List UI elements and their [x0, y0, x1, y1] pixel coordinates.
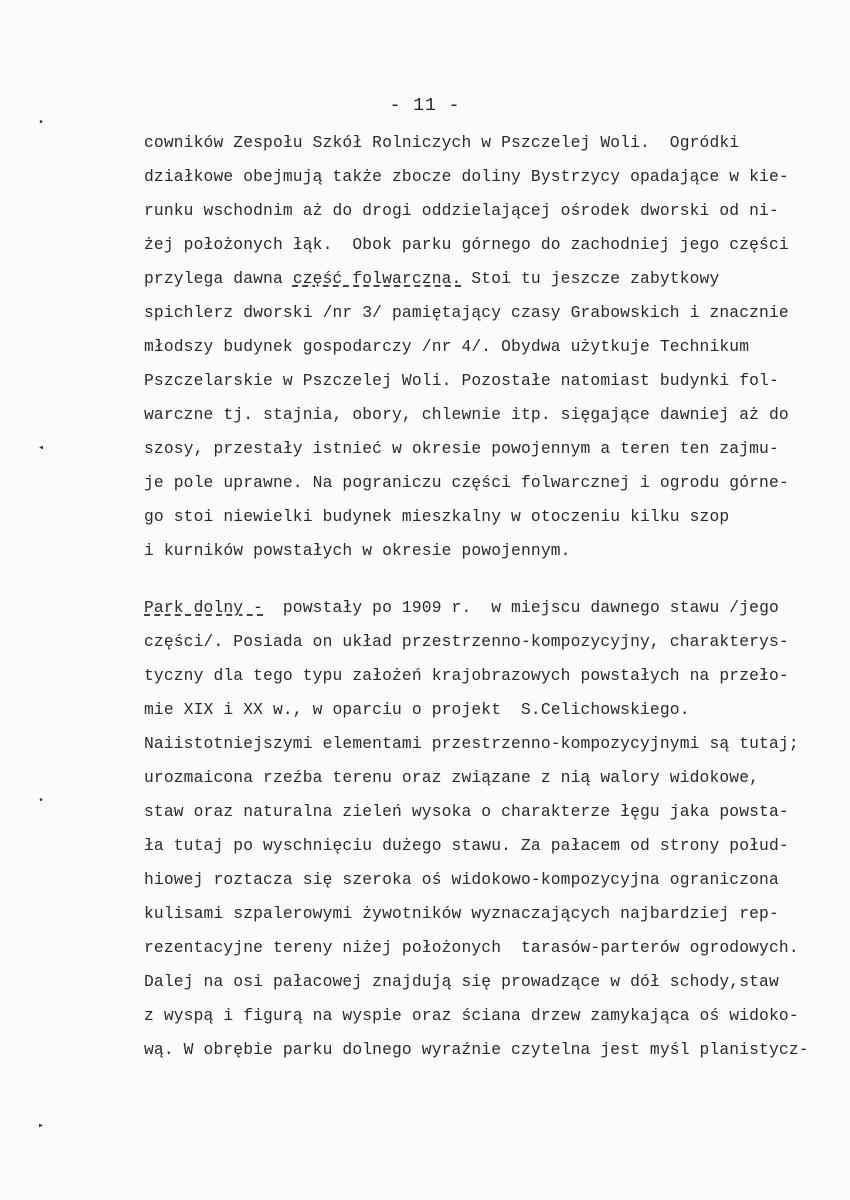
text-line: części/. Posiada on układ przestrzenno-kompozycyjny, charakterys-	[144, 632, 789, 651]
section-heading: Park dolny -	[144, 598, 264, 617]
text-line-end: Stoi tu jeszcze zabytkowy	[461, 269, 720, 288]
underlined-phrase: część folwarczna.	[292, 269, 462, 288]
margin-mark: ◂	[38, 443, 45, 454]
text-line: Pszczelarskie w Pszczelej Woli. Pozostałe natomiast budynki fol-	[144, 371, 779, 390]
margin-mark: •	[38, 118, 45, 129]
text-line: mie XIX i XX w., w oparciu o projekt S.Celichowskiego.	[144, 700, 690, 719]
page-number: - 11 -	[389, 96, 461, 116]
text-line: go stoi niewielki budynek mieszkalny w otoczeniu kilku szop	[144, 507, 730, 526]
text-line: tyczny dla tego typu założeń krajobrazowych powstałych na przeło-	[144, 666, 789, 685]
text-line: Naiistotniejszymi elementami przestrzenno-kompozycyjnymi są tutaj;	[144, 734, 799, 753]
text-line: hiowej roztacza się szeroka oś widokowo-kompozycyjna ograniczona	[144, 870, 779, 889]
text-line: z wyspą i figurą na wyspie oraz ściana drzew zamykająca oś widoko-	[144, 1006, 799, 1025]
text-line: rezentacyjne tereny niżej położonych tarasów-parterów ogrodowych.	[144, 938, 799, 957]
text-line: cowników Zespołu Szkół Rolniczych w Pszczelej Woli. Ogródki	[144, 133, 740, 152]
text-line: żej położonych łąk. Obok parku górnego do zachodniej jego części	[144, 235, 789, 254]
text-line: urozmaicona rzeźba terenu oraz związane z nią walory widokowe,	[144, 768, 760, 787]
text-line: kulisami szpalerowymi żywotników wyznaczających najbardziej rep-	[144, 904, 779, 923]
margin-mark: ▸	[38, 1121, 45, 1132]
text-line	[144, 598, 779, 618]
text-line: je pole uprawne. Na pograniczu części folwarcznej i ogrodu górne-	[144, 473, 789, 492]
text-line: działkowe obejmują także zbocze doliny Bystrzycy opadające w kie-	[144, 167, 789, 186]
text-line: ła tutaj po wyschnięciu dużego stawu. Za pałacem od strony połud-	[144, 836, 789, 855]
text-line: spichlerz dworski /nr 3/ pamiętający czasy Grabowskich i znacznie	[144, 303, 789, 322]
text-line	[144, 269, 719, 289]
margin-mark: •	[38, 796, 45, 807]
text-line: warczne tj. stajnia, obory, chlewnie itp. sięgające dawniej aż do	[144, 405, 789, 424]
text-line: młodszy budynek gospodarczy /nr 4/. Obydwa użytkuje Technikum	[144, 337, 750, 356]
text-line-start: przylega dawna	[144, 269, 293, 288]
text-line: Dalej na osi pałacowej znajdują się prowadzące w dół schody,staw	[144, 972, 779, 991]
text-line: i kurników powstałych w okresie powojennym.	[144, 541, 571, 560]
text-line: staw oraz naturalna zieleń wysoka o charakterze łęgu jaka powsta-	[144, 802, 789, 821]
text-line-end: powstały po 1909 r. w miejscu dawnego stawu /jego	[263, 598, 779, 617]
text-line: runku wschodnim aż do drogi oddzielającej ośrodek dworski od ni-	[144, 201, 779, 220]
text-line: wą. W obrębie parku dolnego wyraźnie czytelna jest myśl planistycz-	[144, 1040, 809, 1059]
text-line: szosy, przestały istnieć w okresie powojennym a teren ten zajmu-	[144, 439, 779, 458]
